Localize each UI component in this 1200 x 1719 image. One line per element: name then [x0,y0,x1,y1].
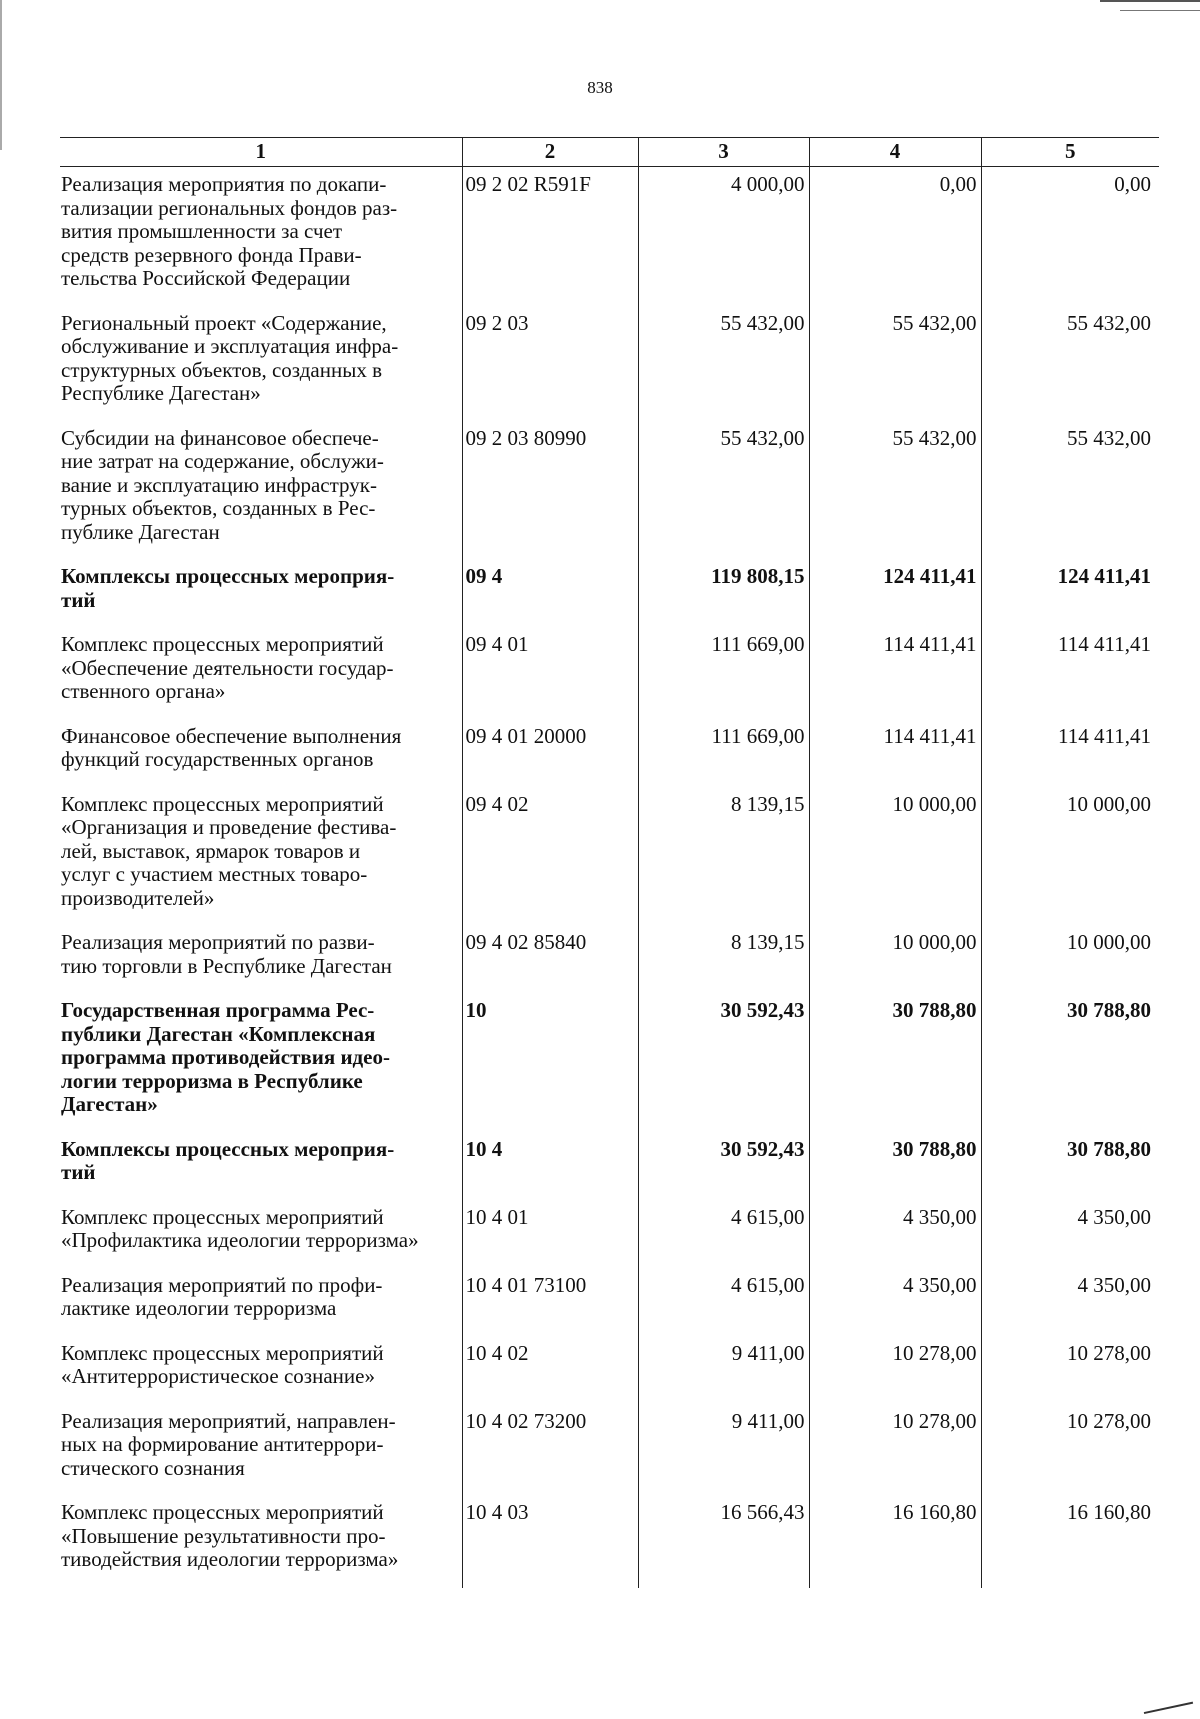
page-number: 838 [587,78,613,97]
table-row [60,993,1159,1132]
table-row [60,1132,1159,1200]
cell-code: 10 4 01 [462,1200,638,1268]
column-header: 4 [809,138,981,167]
cell-value-col5: 16 160,80 [981,1495,1159,1588]
scan-edge-mark [1120,10,1200,11]
cell-code: 10 4 [462,1132,638,1200]
cell-name: Комплексы процессных мероприя- тий [61,1136,395,1184]
cell-value-col4: 30 788,80 [809,1132,981,1200]
column-header: 3 [638,138,809,167]
cell-value-col4: 10 000,00 [809,787,981,926]
cell-value-col4: 10 000,00 [809,925,981,993]
cell-value-col3: 9 411,00 [638,1336,809,1404]
cell-value-col5: 124 411,41 [981,559,1159,627]
cell-value-col3: 4 615,00 [638,1268,809,1336]
cell-name: Комплекс процессных мероприятий «Антитеррористическое сознание» [61,1340,384,1388]
cell-code: 09 2 03 [462,306,638,421]
column-header: 2 [462,138,638,167]
cell-name: Комплекс процессных мероприятий «Обеспечение деятельности государ- ственного органа» [61,632,394,703]
table-row [60,719,1159,787]
table-row [60,559,1159,627]
cell-value-col5: 10 278,00 [981,1404,1159,1496]
cell-value-col3: 8 139,15 [638,925,809,993]
cell-value-col3: 111 669,00 [638,719,809,787]
column-header: 1 [60,138,462,167]
cell-value-col3: 16 566,43 [638,1495,809,1588]
cell-name: Государственная программа Рес- публики Дагестан «Комплексная программа противодействия идео- логии терроризма в Республике Дагестан» [61,998,390,1116]
cell-code: 09 4 02 [462,787,638,926]
cell-value-col3: 30 592,43 [638,1132,809,1200]
cell-value-col5: 114 411,41 [981,627,1159,719]
table-row [60,787,1159,926]
pen-mark [1141,1688,1193,1714]
cell-code: 10 4 03 [462,1495,638,1588]
cell-value-col5: 30 788,80 [981,1132,1159,1200]
cell-value-col4: 10 278,00 [809,1404,981,1496]
table-row [60,1268,1159,1336]
cell-value-col5: 4 350,00 [981,1268,1159,1336]
cell-value-col4: 4 350,00 [809,1200,981,1268]
table-row [60,421,1159,560]
cell-value-col5: 55 432,00 [981,306,1159,421]
cell-value-col4: 114 411,41 [809,719,981,787]
cell-name: Реализация мероприятий по разви- тию торговли в Республике Дагестан [61,930,392,978]
cell-value-col4: 4 350,00 [809,1268,981,1336]
cell-value-col3: 8 139,15 [638,787,809,926]
cell-name: Реализация мероприятия по докапи- тализации региональных фондов раз- вития промышленности за счет средств резервного фонда Прави- тельства Российской Федерации [61,172,398,290]
cell-name: Комплекс процессных мероприятий «Организация и проведение фестива- лей, выставок, ярмарок товаров и услуг с участием местных товаро- производителей» [61,791,397,910]
cell-value-col5: 114 411,41 [981,719,1159,787]
cell-value-col3: 55 432,00 [638,306,809,421]
cell-value-col4: 16 160,80 [809,1495,981,1588]
cell-name: Региональный проект «Содержание, обслуживание и эксплуатация инфра- структурных объектов, созданных в Республике Дагестан» [61,310,399,405]
cell-value-col4: 55 432,00 [809,306,981,421]
cell-value-col5: 10 278,00 [981,1336,1159,1404]
cell-value-col4: 114 411,41 [809,627,981,719]
cell-code: 10 4 01 73100 [462,1268,638,1336]
cell-name: Комплекс процессных мероприятий «Профилактика идеологии терроризма» [61,1204,419,1252]
table-row [60,627,1159,719]
cell-value-col4: 124 411,41 [809,559,981,627]
scan-edge-mark [0,0,2,150]
cell-value-col4: 55 432,00 [809,421,981,560]
cell-value-col5: 10 000,00 [981,787,1159,926]
table-row [60,306,1159,421]
table-row [60,167,1159,306]
cell-code: 09 2 02 R591F [462,167,638,306]
column-header: 5 [981,138,1159,167]
cell-name: Субсидии на финансовое обеспече- ние затрат на содержание, обслужи- вание и эксплуатацию инфраструк- турных объектов, созданных в Рес- публике Дагестан [61,425,384,544]
cell-code: 10 4 02 [462,1336,638,1404]
cell-value-col3: 55 432,00 [638,421,809,560]
cell-code: 10 [462,993,638,1132]
cell-name: Финансовое обеспечение выполнения функций государственных органов [61,723,402,771]
cell-name: Реализация мероприятий по профи- лактике идеологии терроризма [61,1272,383,1320]
cell-value-col3: 30 592,43 [638,993,809,1132]
budget-table [60,137,1159,1588]
cell-value-col5: 4 350,00 [981,1200,1159,1268]
scan-edge-mark [1100,0,1200,2]
cell-value-col5: 0,00 [981,167,1159,306]
header-row [60,138,1159,167]
cell-code: 09 4 [462,559,638,627]
table-row [60,1495,1159,1588]
cell-value-col3: 4 615,00 [638,1200,809,1268]
cell-value-col5: 30 788,80 [981,993,1159,1132]
cell-name: Комплексы процессных мероприя- тий [61,564,395,612]
cell-value-col4: 10 278,00 [809,1336,981,1404]
table-row [60,1336,1159,1404]
cell-value-col3: 9 411,00 [638,1404,809,1496]
cell-value-col3: 111 669,00 [638,627,809,719]
cell-code: 10 4 02 73200 [462,1404,638,1496]
cell-code: 09 4 01 20000 [462,719,638,787]
cell-value-col5: 55 432,00 [981,421,1159,560]
cell-value-col3: 119 808,15 [638,559,809,627]
cell-value-col4: 0,00 [809,167,981,306]
cell-value-col5: 10 000,00 [981,925,1159,993]
cell-name: Комплекс процессных мероприятий «Повышение результативности про- тиводействия идеологии терроризма» [61,1500,399,1571]
table-row [60,1200,1159,1268]
table-row [60,1404,1159,1496]
cell-value-col3: 4 000,00 [638,167,809,306]
table-row [60,925,1159,993]
cell-value-col4: 30 788,80 [809,993,981,1132]
cell-code: 09 2 03 80990 [462,421,638,560]
cell-code: 09 4 02 85840 [462,925,638,993]
cell-code: 09 4 01 [462,627,638,719]
cell-name: Реализация мероприятий, направлен- ных на формирование антитеррори- стического сознания [61,1408,396,1480]
